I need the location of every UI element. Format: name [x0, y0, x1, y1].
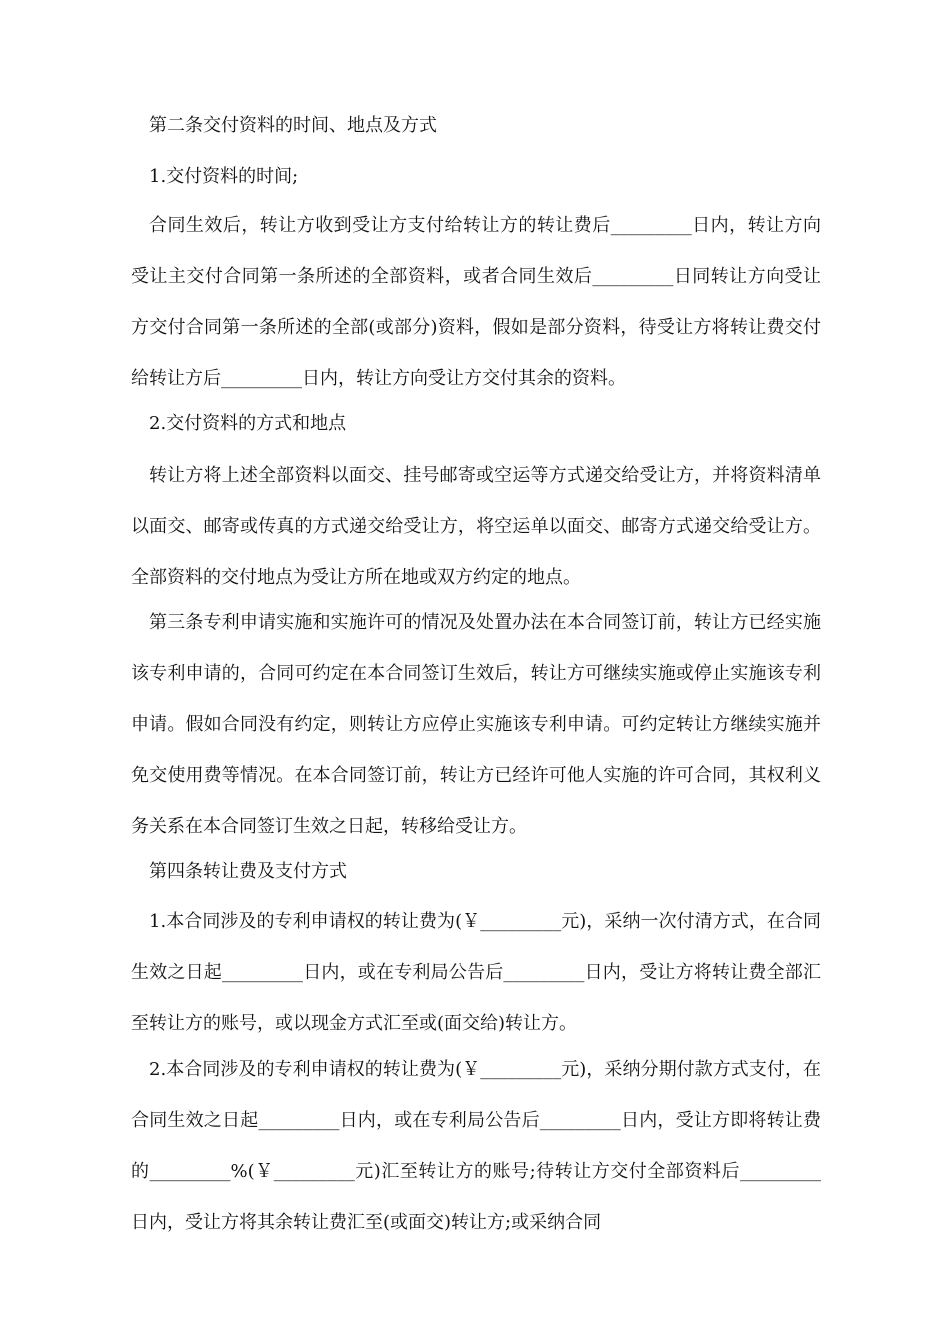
- section-heading-article-4: 第四条转让费及支付方式: [149, 861, 347, 882]
- paragraph-delivery-time: 合同生效后，转让方收到受让方支付给转让方的转让费后_________日内，转让方向受让主交付合同第一条所述的全部资料，或者合同生效后_________日同转让方向受让方交付合同第一条所述的全部(或部分)资料，假如是部分资料，待受让方将转让费交付给转让方后_________日内，转让方向受让方交付其余的资料。: [131, 215, 821, 389]
- paragraph-delivery-method: 转让方将上述全部资料以面交、挂号邮寄或空运等方式递交给受让方，并将资料清单以面交、邮寄或传真的方式递交给受让方，将空运单以面交、邮寄方式递交给受让方。全部资料的交付地点为受让方所在地或双方约定的地点。: [131, 465, 821, 588]
- paragraph-article-3: 第三条专利申请实施和实施许可的情况及处置办法在本合同签订前，转让方已经实施该专利申请的，合同可约定在本合同签订生效后，转让方可继续实施或停止实施该专利申请。假如合同没有约定，则转让方应停止实施该专利申请。可约定转让方继续实施并免交使用费等情况。在本合同签订前，转让方已经许可他人实施的许可合同，其权利义务关系在本合同签订生效之日起，转移给受让方。: [131, 612, 821, 837]
- paragraph-payment-installment: 2.本合同涉及的专利申请权的转让费为(￥_________元)，采纳分期付款方式支付，在合同生效之日起_________日内，或在专利局公告后_________日内，受让方即将转让费的_________%(￥_________元)汇至转让方的账号;待转让方交付全部资料后_________日内，受让方将其余转让费汇至(或面交)转让方;或采纳合同: [131, 1059, 821, 1233]
- subsection-heading-delivery-time: 1.交付资料的时间;: [149, 166, 299, 187]
- paragraph-payment-lump-sum: 1.本合同涉及的专利申请权的转让费为(￥_________元)，采纳一次付清方式，在合同生效之日起_________日内，或在专利局公告后_________日内，受让方将转让费全部汇至转让方的账号，或以现金方式汇至或(面交给)转让方。: [131, 911, 821, 1034]
- section-heading-article-2: 第二条交付资料的时间、地点及方式: [149, 115, 437, 136]
- subsection-heading-delivery-method: 2.交付资料的方式和地点: [149, 413, 347, 434]
